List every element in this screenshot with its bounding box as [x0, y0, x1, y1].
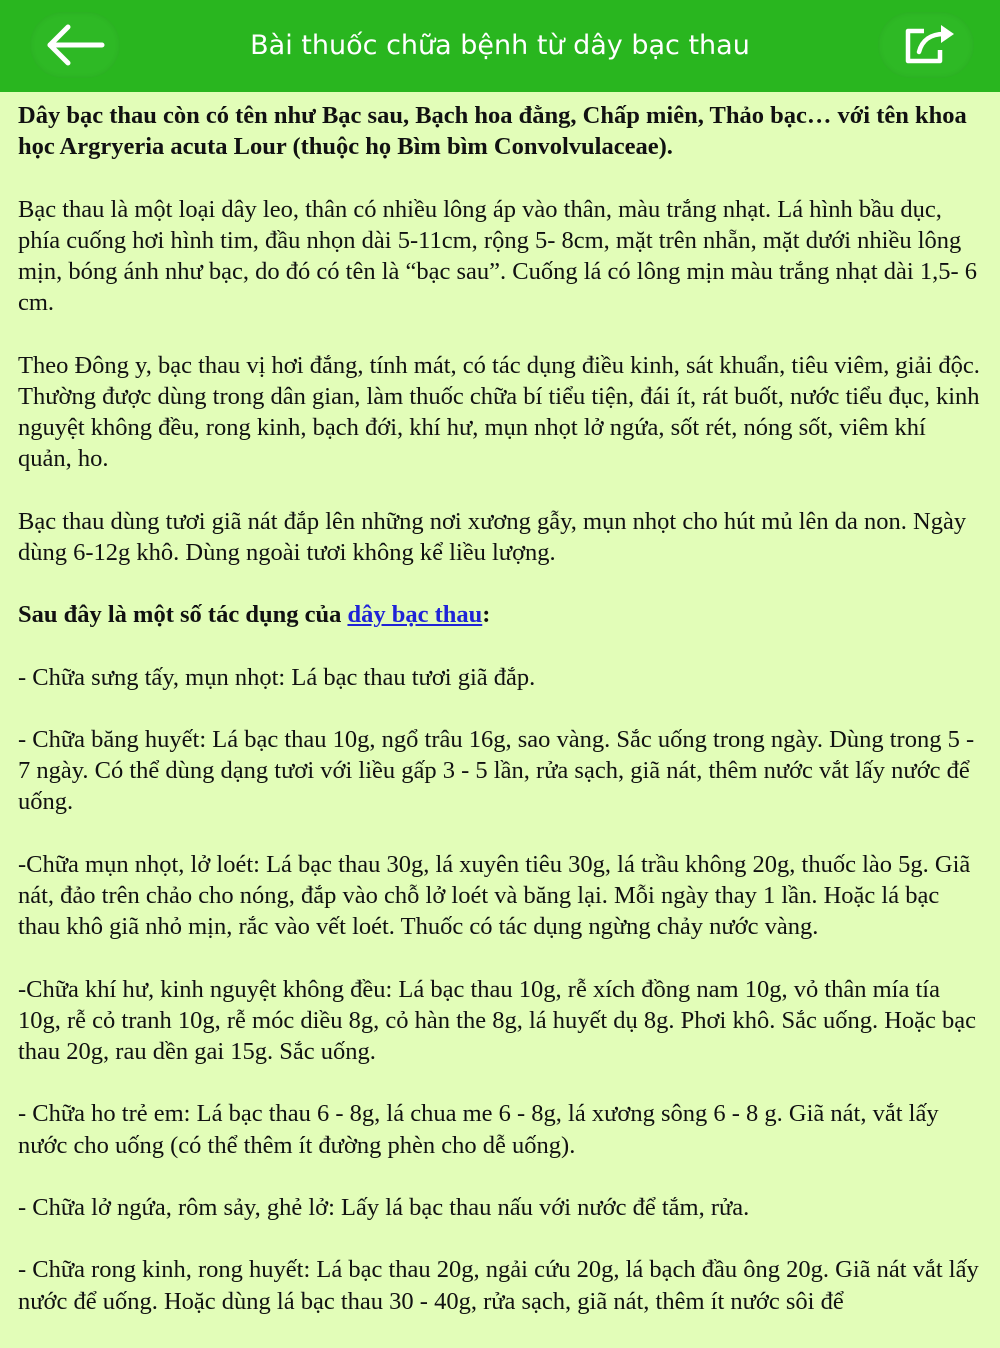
plant-link[interactable]: dây bạc thau [347, 601, 483, 629]
remedy-item: - Chữa ho trẻ em: Lá bạc thau 6 - 8g, lá chua me 6 - 8g, lá xương sông 6 - 8 g. Giã nát, vắt lấy nước cho uống (có thể thêm ít đường phèn cho dễ uống). [18, 1100, 939, 1159]
back-button[interactable] [30, 12, 120, 78]
article-intro: Dây bạc thau còn có tên như Bạc sau, Bạch hoa đằng, Chấp miên, Thảo bạc… với tên khoa học Argryeria acuta Lour (thuộc họ Bìm bìm Convolvulaceae). [18, 102, 967, 161]
effects-heading-suffix: : [482, 601, 491, 629]
page-title: Bài thuốc chữa bệnh từ dây bạc thau [250, 30, 750, 61]
remedy-item: -Chữa mụn nhọt, lở loét: Lá bạc thau 30g, lá xuyên tiêu 30g, lá trầu không 20g, thuốc lào 5g. Giã nát, đảo trên chảo cho nóng, đắp vào chỗ lở loét và băng lại. Mỗi ngày thay 1 lần. Hoặc lá bạc thau khô giã nhỏ mịn, rắc vào vết loét. Thuốc có tác dụng ngừng chảy nước vàng. [18, 850, 971, 941]
article-paragraph-usage: Bạc thau dùng tươi giã nát đắp lên những nơi xương gẫy, mụn nhọt cho hút mủ lên da non. Ngày dùng 6-12g khô. Dùng ngoài tươi không kể liều lượng. [18, 507, 967, 566]
arrow-left-icon [30, 12, 120, 78]
share-icon [878, 12, 974, 78]
effects-heading [18, 599, 984, 630]
share-button[interactable] [878, 12, 974, 78]
remedy-item: - Chữa băng huyết: Lá bạc thau 10g, ngổ trâu 16g, sao vàng. Sắc uống trong ngày. Dùng trong 5 - 7 ngày. Có thể dùng dạng tươi với liều gấp 3 - 5 lần, rửa sạch, giã nát, thêm nước vắt lấy nước để uống. [18, 725, 975, 816]
remedy-item: - Chữa sưng tấy, mụn nhọt: Lá bạc thau tươi giã đắp. [18, 663, 536, 691]
article-paragraph-properties: Theo Đông y, bạc thau vị hơi đắng, tính mát, có tác dụng điều kinh, sát khuẩn, tiêu viêm, giải độc. Thường được dùng trong dân gian, làm thuốc chữa bí tiểu tiện, đái ít, rát buốt, nước tiểu đục, kinh nguyệt không đều, rong kinh, bạch đới, khí hư, mụn nhọt lở ngứa, sốt rét, nóng sốt, viêm khí quản, ho. [18, 351, 980, 473]
article-body [18, 100, 984, 1348]
remedy-item: -Chữa khí hư, kinh nguyệt không đều: Lá bạc thau 10g, rễ xích đồng nam 10g, vỏ thân mía tía 10g, rễ cỏ tranh 10g, rễ móc diều 8g, cỏ hàn the 8g, lá huyết dụ 8g. Phơi khô. Sắc uống. Hoặc bạc thau 20g, rau dền gai 15g. Sắc uống. [18, 975, 977, 1065]
article-paragraph-description: Bạc thau là một loại dây leo, thân có nhiều lông áp vào thân, màu trắng nhạt. Lá hình bầu dục, phía cuống hơi hình tim, đầu nhọn dài 5-11cm, rộng 5- 8cm, mặt trên nhẵn, mặt dưới nhiều lông mịn, bóng ánh như bạc, do đó có tên là “bạc sau”. Cuống lá có lông mịn màu trắng nhạt dài 1,5- 6 cm. [18, 195, 978, 317]
remedy-item: - Chữa lở ngứa, rôm sảy, ghẻ lở: Lấy lá bạc thau nấu với nước để tắm, rửa. [18, 1193, 750, 1221]
app-header [0, 0, 1000, 92]
remedy-item: - Chữa rong kinh, rong huyết: Lá bạc thau 20g, ngải cứu 20g, lá bạch đầu ông 20g. Giã nát vắt lấy nước để uống. Hoặc dùng lá bạc thau 30 - 40g, rửa sạch, giã nát, thêm ít nước sôi để [18, 1256, 979, 1315]
effects-heading-prefix: Sau đây là một số tác dụng của [18, 601, 348, 629]
